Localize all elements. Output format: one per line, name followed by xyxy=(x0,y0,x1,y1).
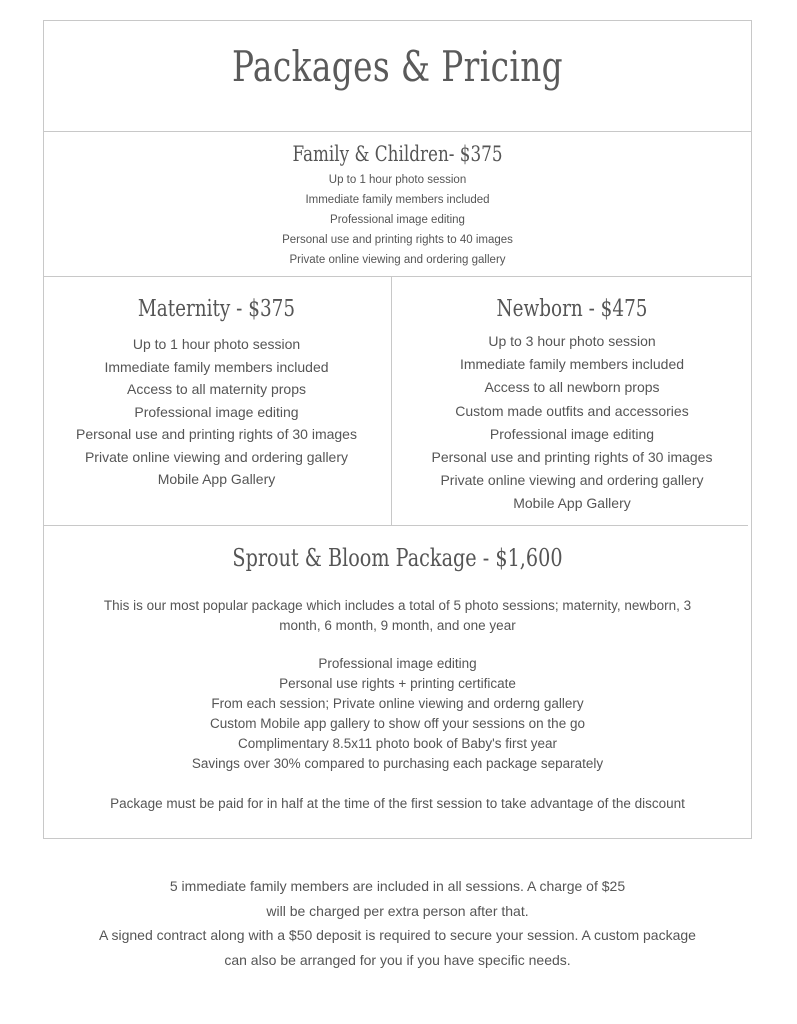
divider xyxy=(43,525,748,526)
sprout-intro-text: This is our most popular package which includes a total of 5 photo sessions; maternity, newborn, 3 month, 6 month, 9 month, and one year xyxy=(103,598,692,633)
feature-item: Up to 1 hour photo session xyxy=(132,336,301,352)
feature-item: Access to all maternity props xyxy=(127,381,306,397)
feature-item: Savings over 30% compared to purchasing each package separately xyxy=(191,756,604,771)
footer-line: can also be arranged for you if you have specific needs. xyxy=(224,951,571,968)
feature-item: Private online viewing and ordering gallery xyxy=(289,254,506,266)
family-package-heading: Family & Children- $375 xyxy=(292,142,503,166)
footer-line: 5 immediate family members are included in all sessions. A charge of $25 xyxy=(169,878,626,894)
feature-item: Professional image editing xyxy=(330,214,465,226)
feature-item: Private online viewing and ordering gallery xyxy=(84,448,349,465)
feature-item: Mobile App Gallery xyxy=(513,495,631,512)
payment-note: Package must be paid for in half at the time of the first session to take advantage of the discount xyxy=(110,796,685,811)
sprout-features-list xyxy=(43,654,752,774)
divider xyxy=(43,276,752,277)
feature-item: Professional image editing xyxy=(489,425,655,442)
sprout-bloom-package-heading: Sprout & Bloom Package - $1,600 xyxy=(232,544,563,572)
feature-item: From each session; Private online viewing and orderng gallery xyxy=(211,696,584,711)
newborn-features-list xyxy=(392,330,752,516)
feature-item: Up to 1 hour photo session xyxy=(328,174,467,186)
family-features-list xyxy=(43,170,752,270)
feature-item: Mobile App Gallery xyxy=(157,471,276,487)
feature-item: Complimentary 8.5x11 photo book of Baby's first year xyxy=(238,736,557,751)
feature-item: Professional image editing xyxy=(134,403,299,420)
footer-line: will be charged per extra person after that. xyxy=(266,902,529,919)
feature-item: Personal use and printing rights to 40 images xyxy=(282,234,513,246)
divider xyxy=(43,131,752,132)
maternity-package-heading: Maternity - $375 xyxy=(137,296,296,322)
feature-item: Custom made outfits and accessories xyxy=(455,402,689,419)
maternity-features-list xyxy=(43,333,390,491)
feature-item: Immediate family members included xyxy=(104,358,329,375)
feature-item: Custom Mobile app gallery to show off your sessions on the go xyxy=(210,716,585,731)
feature-item: Immediate family members included xyxy=(459,356,685,373)
feature-item: Personal use and printing rights of 30 images xyxy=(76,426,357,442)
footer-line: A signed contract along with a $50 deposit is required to secure your session. A custom package xyxy=(99,927,696,943)
page-title: Packages & Pricing xyxy=(231,42,564,91)
feature-item: Immediate family members included xyxy=(305,194,490,206)
footer-notes xyxy=(43,874,752,972)
feature-item: Personal use and printing rights of 30 images xyxy=(431,449,713,466)
newborn-package-heading: Newborn - $475 xyxy=(496,296,648,322)
feature-item: Professional image editing xyxy=(318,656,477,671)
feature-item: Access to all newborn props xyxy=(484,379,660,396)
feature-item: Private online viewing and ordering gallery xyxy=(440,472,704,489)
feature-item: Up to 3 hour photo session xyxy=(488,333,656,349)
feature-item: Personal use rights + printing certificate xyxy=(279,676,516,691)
